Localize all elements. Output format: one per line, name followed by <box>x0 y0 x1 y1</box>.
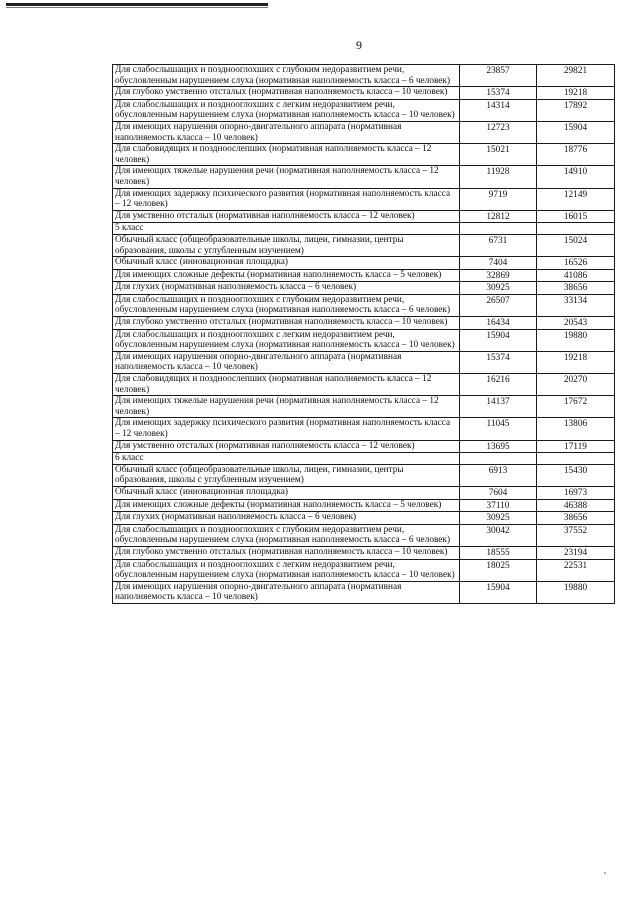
row-value-1: 6913 <box>460 464 537 486</box>
row-label: Для слабослышащих и позднооглохших с легким недоразвитием речи, обусловленным нарушением слуха (нормативная наполняемость класса – 10 человек) <box>113 559 460 581</box>
row-value-1: 18025 <box>460 559 537 581</box>
row-label: Для умственно отсталых (нормативная наполняемость класса – 12 человек) <box>113 440 460 453</box>
row-value-2: 46388 <box>537 499 615 512</box>
table-row <box>113 581 615 603</box>
row-value-1: 15021 <box>460 144 537 166</box>
row-label: Обычный класс (инновационная площадка) <box>113 257 460 270</box>
table-row <box>113 499 615 512</box>
row-label: Для слабослышащих и позднооглохших с глубоким недоразвитием речи, обусловленным нарушением слуха (нормативная наполняемость класса – 6 человек) <box>113 524 460 546</box>
row-value-2: 19218 <box>537 87 615 100</box>
row-value-1: 23857 <box>460 65 537 87</box>
table-row <box>113 234 615 256</box>
row-label: Для глубоко умственно отсталых (нормативная наполняемость класса – 10 человек) <box>113 87 460 100</box>
section-label: 6 класс <box>113 453 460 465</box>
row-value-2: 16973 <box>537 486 615 499</box>
table-row <box>113 257 615 270</box>
row-value-1: 7604 <box>460 486 537 499</box>
row-value-1: 13695 <box>460 440 537 453</box>
table-row <box>113 144 615 166</box>
table-row <box>113 121 615 143</box>
empty-cell <box>537 453 615 465</box>
row-value-2: 14910 <box>537 166 615 188</box>
row-label: Для слабослышащих и позднооглохших с глубоким недоразвитием речи, обусловленным нарушением слуха (нормативная наполняемость класса – 6 человек) <box>113 294 460 316</box>
row-label: Для имеющих нарушения опорно-двигательного аппарата (нормативная наполняемость класса – 10 человек) <box>113 581 460 603</box>
empty-cell <box>460 453 537 465</box>
row-value-2: 29821 <box>537 65 615 87</box>
row-value-1: 12812 <box>460 210 537 223</box>
row-label: Для умственно отсталых (нормативная наполняемость класса – 12 человек) <box>113 210 460 223</box>
row-value-1: 9719 <box>460 188 537 210</box>
row-value-2: 15430 <box>537 464 615 486</box>
table-row <box>113 418 615 440</box>
empty-cell <box>460 223 537 235</box>
row-value-2: 20270 <box>537 374 615 396</box>
row-value-2: 37552 <box>537 524 615 546</box>
row-value-1: 15374 <box>460 87 537 100</box>
row-value-2: 23194 <box>537 546 615 559</box>
table-row <box>113 210 615 223</box>
row-value-2: 16526 <box>537 257 615 270</box>
table-row <box>113 65 615 87</box>
table-row <box>113 559 615 581</box>
row-value-2: 19880 <box>537 581 615 603</box>
empty-cell <box>537 223 615 235</box>
row-label: Обычный класс (инновационная площадка) <box>113 486 460 499</box>
table-row <box>113 374 615 396</box>
table-row <box>113 464 615 486</box>
row-value-2: 33134 <box>537 294 615 316</box>
row-value-1: 15374 <box>460 351 537 373</box>
table-row <box>113 166 615 188</box>
row-value-2: 19880 <box>537 329 615 351</box>
row-value-2: 20543 <box>537 317 615 330</box>
row-value-2: 15904 <box>537 121 615 143</box>
scan-speck <box>604 872 606 874</box>
row-label: Для слабовидящих и поздноослепших (нормативная наполняемость класса – 12 человек) <box>113 374 460 396</box>
row-value-1: 11045 <box>460 418 537 440</box>
section-row <box>113 453 615 465</box>
table-row <box>113 524 615 546</box>
row-value-2: 22531 <box>537 559 615 581</box>
table-row <box>113 87 615 100</box>
row-value-2: 13806 <box>537 418 615 440</box>
row-value-2: 18776 <box>537 144 615 166</box>
row-value-2: 19218 <box>537 351 615 373</box>
row-value-2: 17892 <box>537 99 615 121</box>
row-value-2: 16015 <box>537 210 615 223</box>
header-rule-thin <box>6 7 268 8</box>
row-value-2: 15024 <box>537 234 615 256</box>
row-value-2: 38656 <box>537 282 615 295</box>
row-label: Для глухих (нормативная наполняемость класса – 6 человек) <box>113 512 460 525</box>
row-value-1: 32869 <box>460 269 537 282</box>
row-value-1: 12723 <box>460 121 537 143</box>
row-label: Обычный класс (общеобразовательные школы, лицеи, гимназии, центры образования, школы с углубленным изучением) <box>113 464 460 486</box>
row-value-1: 7404 <box>460 257 537 270</box>
row-value-1: 14314 <box>460 99 537 121</box>
row-value-1: 14137 <box>460 396 537 418</box>
row-label: Для имеющих нарушения опорно-двигательного аппарата (нормативная наполняемость класса – 10 человек) <box>113 121 460 143</box>
row-value-1: 16434 <box>460 317 537 330</box>
row-label: Для слабовидящих и поздноослепших (нормативная наполняемость класса – 12 человек) <box>113 144 460 166</box>
table-row <box>113 282 615 295</box>
row-value-2: 38656 <box>537 512 615 525</box>
row-label: Для глубоко умственно отсталых (нормативная наполняемость класса – 10 человек) <box>113 546 460 559</box>
row-value-1: 15904 <box>460 329 537 351</box>
section-label: 5 класс <box>113 223 460 235</box>
row-value-1: 15904 <box>460 581 537 603</box>
row-label: Для имеющих нарушения опорно-двигательного аппарата (нормативная наполняемость класса – 10 человек) <box>113 351 460 373</box>
row-value-1: 6731 <box>460 234 537 256</box>
table-row <box>113 269 615 282</box>
table-row <box>113 329 615 351</box>
row-value-2: 17672 <box>537 396 615 418</box>
row-value-1: 11928 <box>460 166 537 188</box>
table-row <box>113 486 615 499</box>
row-label: Для имеющих сложные дефекты (нормативная наполняемость класса – 5 человек) <box>113 269 460 282</box>
row-label: Для имеющих тяжелые нарушения речи (нормативная наполняемость класса – 12 человек) <box>113 166 460 188</box>
row-label: Для слабослышащих и позднооглохших с легким недоразвитием речи, обусловленным нарушением слуха (нормативная наполняемость класса – 10 человек) <box>113 99 460 121</box>
table-row <box>113 396 615 418</box>
row-label: Для имеющих задержку психического развития (нормативная наполняемость класса – 12 человек) <box>113 188 460 210</box>
row-value-1: 30042 <box>460 524 537 546</box>
table-row <box>113 317 615 330</box>
cost-norms-table <box>112 64 615 604</box>
table-body <box>113 65 615 604</box>
row-value-1: 30925 <box>460 512 537 525</box>
row-value-1: 30925 <box>460 282 537 295</box>
row-label: Для слабослышащих и позднооглохших с легким недоразвитием речи, обусловленным нарушением слуха (нормативная наполняемость класса – 10 человек) <box>113 329 460 351</box>
table-row <box>113 351 615 373</box>
header-rule <box>6 3 268 6</box>
table-row <box>113 188 615 210</box>
table-row <box>113 512 615 525</box>
table-row <box>113 99 615 121</box>
row-label: Для глухих (нормативная наполняемость класса – 6 человек) <box>113 282 460 295</box>
row-label: Для имеющих задержку психического развития (нормативная наполняемость класса – 12 человек) <box>113 418 460 440</box>
row-value-1: 26507 <box>460 294 537 316</box>
row-value-2: 41086 <box>537 269 615 282</box>
section-row <box>113 223 615 235</box>
row-value-1: 37110 <box>460 499 537 512</box>
table-row <box>113 440 615 453</box>
row-value-1: 18555 <box>460 546 537 559</box>
row-label: Обычный класс (общеобразовательные школы, лицеи, гимназии, центры образования, школы с углубленным изучением) <box>113 234 460 256</box>
table-row <box>113 546 615 559</box>
table-row <box>113 294 615 316</box>
row-value-1: 16216 <box>460 374 537 396</box>
row-label: Для слабослышащих и позднооглохших с глубоким недоразвитием речи, обусловленным нарушением слуха (нормативная наполняемость класса – 6 человек) <box>113 65 460 87</box>
row-label: Для имеющих тяжелые нарушения речи (нормативная наполняемость класса – 12 человек) <box>113 396 460 418</box>
row-label: Для глубоко умственно отсталых (нормативная наполняемость класса – 10 человек) <box>113 317 460 330</box>
row-value-2: 12149 <box>537 188 615 210</box>
row-label: Для имеющих сложные дефекты (нормативная наполняемость класса – 5 человек) <box>113 499 460 512</box>
row-value-2: 17119 <box>537 440 615 453</box>
page-number: 9 <box>356 38 362 52</box>
